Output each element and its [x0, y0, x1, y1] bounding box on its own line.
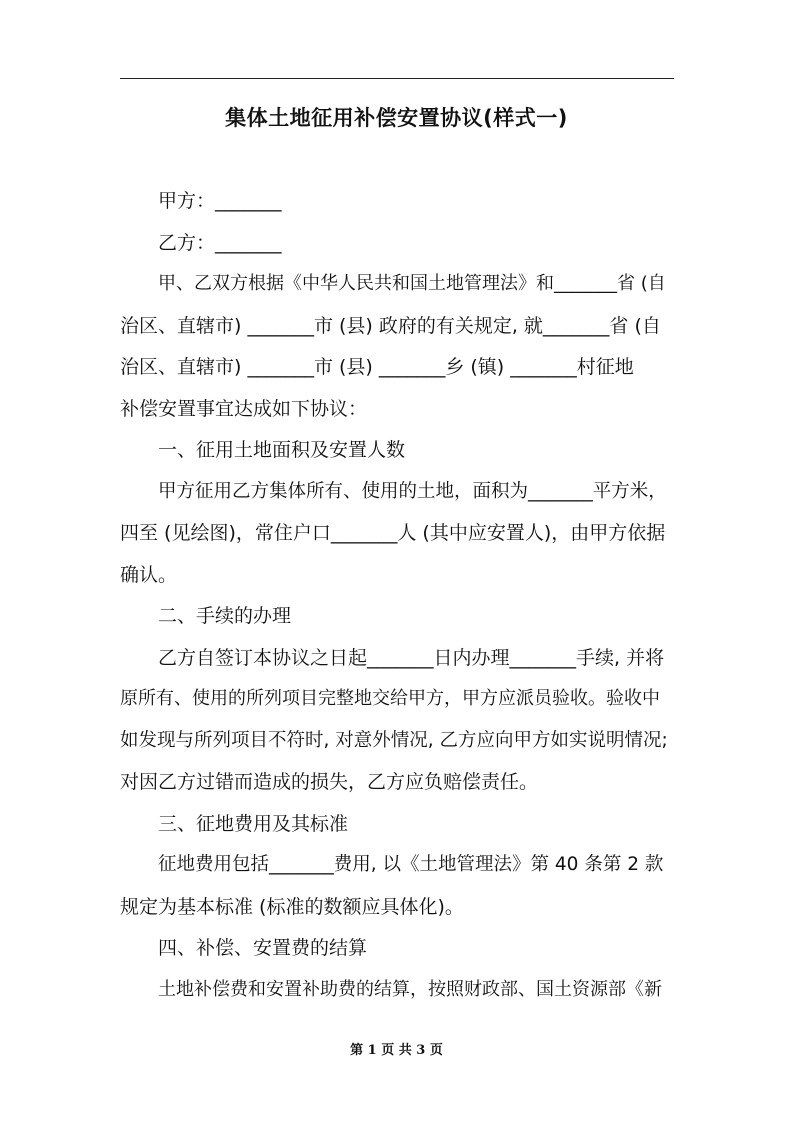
paragraph-line: 治区、直辖市) _______市 (县) _______乡 (镇) _______村征地: [120, 356, 634, 378]
party-b-line: 乙方：_______: [158, 232, 282, 254]
page-number: 第 1 页 共 3 页: [350, 1043, 443, 1058]
paragraph-line: 规定为基本标准 (标准的数额应具体化)。: [120, 896, 464, 918]
paragraph-line: 对因乙方过错而造成的损失，乙方应负赔偿责任。: [120, 771, 539, 793]
paragraph-line: 甲方征用乙方集体所有、使用的土地，面积为_______平方米，: [158, 481, 667, 502]
section-heading: 四、补偿、安置费的结算: [158, 937, 368, 959]
paragraph-line: 征地费用包括_______费用, 以《土地管理法》第 40 条第 2 款: [158, 854, 664, 875]
paragraph-line: 乙方自签订本协议之日起_______日内办理_______手续, 并将: [158, 647, 665, 669]
paragraph-line: 确认。: [120, 564, 178, 586]
paragraph-line: 治区、直辖市) _______市 (县) 政府的有关规定, 就_______省 (自: [120, 315, 661, 337]
paragraph-line: 如发现与所列项目不符时, 对意外情况, 乙方应向甲方如实说明情况;: [120, 730, 668, 751]
section-heading: 二、手续的办理: [158, 605, 292, 627]
party-a-line: 甲方：_______: [158, 190, 282, 212]
section-heading: 三、征地费用及其标准: [158, 813, 349, 835]
paragraph-line: 甲、乙双方根据《中华人民共和国土地管理法》和_______省 (自: [158, 273, 666, 294]
paragraph-line: 土地补偿费和安置补助费的结算，按照财政部、国土资源部《新: [158, 979, 662, 1000]
paragraph-line: 四至 (见绘图)，常住户口_______人 (其中应安置人)，由甲方依据: [120, 522, 666, 544]
section-heading: 一、征用土地面积及安置人数: [158, 439, 406, 461]
document-title: 集体土地征用补偿安置协议(样式一): [225, 106, 568, 130]
paragraph-line: 补偿安置事宜达成如下协议：: [120, 398, 368, 420]
header-rule: [120, 78, 674, 79]
paragraph-line: 原所有、使用的所列项目完整地交给甲方，甲方应派员验收。验收中: [120, 688, 660, 709]
